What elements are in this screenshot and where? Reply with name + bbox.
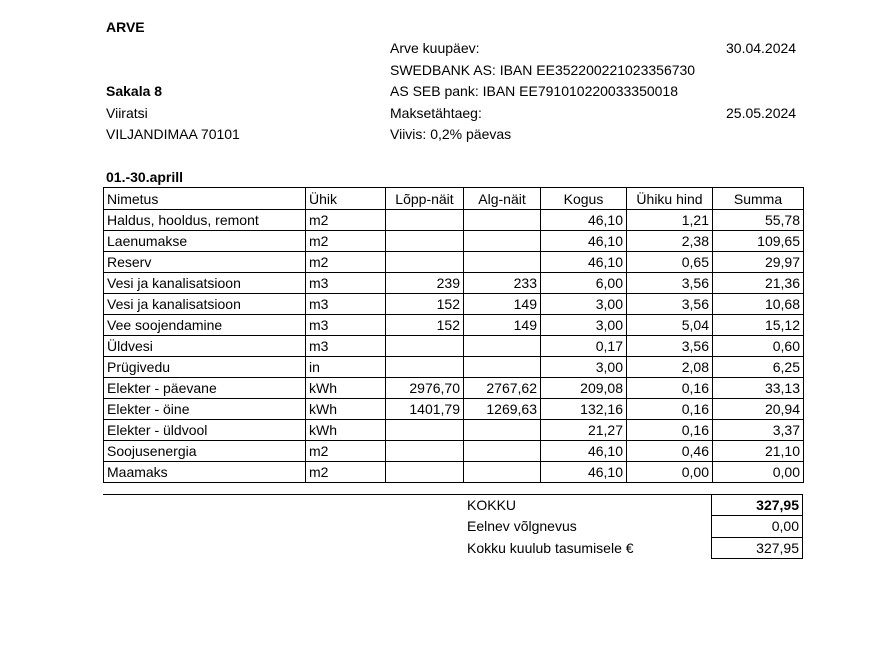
penalty-note: Viivis: 0,2% päevas bbox=[390, 126, 512, 142]
table-row bbox=[104, 315, 804, 336]
cell-end-reading: 152 bbox=[386, 294, 464, 315]
cell-sum: 33,13 bbox=[713, 378, 804, 399]
amount-payable-value: 327,95 bbox=[711, 537, 803, 559]
cell-quantity: 46,10 bbox=[541, 210, 627, 231]
recipient-village: Viiratsi bbox=[106, 105, 148, 121]
cell-name: Prügivedu bbox=[104, 357, 306, 378]
bank-account-seb: AS SEB pank: IBAN EE791010220033350018 bbox=[390, 83, 678, 99]
cell-quantity: 46,10 bbox=[541, 462, 627, 483]
cell-unit: kWh bbox=[306, 420, 386, 441]
cell-unit: in bbox=[306, 357, 386, 378]
column-header-quantity: Kogus bbox=[541, 188, 627, 210]
cell-unit-price: 2,38 bbox=[627, 231, 713, 252]
cell-name: Elekter - üldvool bbox=[104, 420, 306, 441]
cell-sum: 21,10 bbox=[713, 441, 804, 462]
column-header-name: Nimetus bbox=[104, 188, 306, 210]
cell-unit-price: 5,04 bbox=[627, 315, 713, 336]
cell-unit-price: 3,56 bbox=[627, 273, 713, 294]
cell-unit-price: 3,56 bbox=[627, 336, 713, 357]
cell-unit-price: 0,46 bbox=[627, 441, 713, 462]
cell-start-reading bbox=[464, 357, 541, 378]
cell-end-reading bbox=[386, 420, 464, 441]
cell-end-reading bbox=[386, 336, 464, 357]
cell-quantity: 6,00 bbox=[541, 273, 627, 294]
cell-name: Vesi ja kanalisatsioon bbox=[104, 273, 306, 294]
cell-end-reading: 152 bbox=[386, 315, 464, 336]
table-row bbox=[104, 231, 804, 252]
cell-unit: m3 bbox=[306, 273, 386, 294]
cell-start-reading: 233 bbox=[464, 273, 541, 294]
cell-sum: 21,36 bbox=[713, 273, 804, 294]
cell-quantity: 0,17 bbox=[541, 336, 627, 357]
cell-sum: 6,25 bbox=[713, 357, 804, 378]
cell-end-reading bbox=[386, 210, 464, 231]
cell-start-reading bbox=[464, 336, 541, 357]
cell-unit-price: 2,08 bbox=[627, 357, 713, 378]
cell-end-reading bbox=[386, 252, 464, 273]
cell-name: Elekter - öine bbox=[104, 399, 306, 420]
table-row bbox=[104, 294, 804, 315]
cell-start-reading: 2767,62 bbox=[464, 378, 541, 399]
cell-sum: 15,12 bbox=[713, 315, 804, 336]
cell-quantity: 21,27 bbox=[541, 420, 627, 441]
cell-unit: m2 bbox=[306, 441, 386, 462]
cell-name: Maamaks bbox=[104, 462, 306, 483]
cell-start-reading bbox=[464, 462, 541, 483]
cell-unit: m2 bbox=[306, 462, 386, 483]
cell-end-reading bbox=[386, 462, 464, 483]
table-row bbox=[104, 357, 804, 378]
cell-name: Soojusenergia bbox=[104, 441, 306, 462]
table-row bbox=[104, 273, 804, 294]
cell-sum: 0,60 bbox=[713, 336, 804, 357]
cell-sum: 3,37 bbox=[713, 420, 804, 441]
table-row bbox=[104, 420, 804, 441]
table-row bbox=[104, 378, 804, 399]
table-row bbox=[104, 210, 804, 231]
total-separator-line bbox=[103, 494, 803, 495]
cell-quantity: 46,10 bbox=[541, 231, 627, 252]
cell-quantity: 132,16 bbox=[541, 399, 627, 420]
cell-quantity: 46,10 bbox=[541, 441, 627, 462]
table-header-row bbox=[104, 188, 804, 210]
column-header-unit-price: Ühiku hind bbox=[627, 188, 713, 210]
cell-unit-price: 0,16 bbox=[627, 399, 713, 420]
cell-unit: kWh bbox=[306, 399, 386, 420]
cell-end-reading: 2976,70 bbox=[386, 378, 464, 399]
column-header-end-reading: Lõpp-näit bbox=[386, 188, 464, 210]
cell-unit-price: 0,16 bbox=[627, 378, 713, 399]
total-label: KOKKU bbox=[467, 497, 517, 513]
table-row bbox=[104, 441, 804, 462]
table-row bbox=[104, 399, 804, 420]
cell-quantity: 3,00 bbox=[541, 294, 627, 315]
table-row bbox=[104, 252, 804, 273]
previous-debt-label: Eelnev võlgnevus bbox=[467, 518, 577, 534]
cell-name: Vee soojendamine bbox=[104, 315, 306, 336]
column-header-start-reading: Alg-näit bbox=[464, 188, 541, 210]
cell-sum: 10,68 bbox=[713, 294, 804, 315]
cell-quantity: 3,00 bbox=[541, 315, 627, 336]
cell-name: Vesi ja kanalisatsioon bbox=[104, 294, 306, 315]
cell-unit-price: 0,65 bbox=[627, 252, 713, 273]
previous-debt-value: 0,00 bbox=[711, 516, 803, 538]
cell-sum: 20,94 bbox=[713, 399, 804, 420]
cell-end-reading bbox=[386, 357, 464, 378]
amount-payable-label: Kokku kuulub tasumisele € bbox=[467, 540, 634, 556]
cell-name: Reserv bbox=[104, 252, 306, 273]
cell-sum: 109,65 bbox=[713, 231, 804, 252]
cell-name: Elekter - päevane bbox=[104, 378, 306, 399]
cell-end-reading: 1401,79 bbox=[386, 399, 464, 420]
cell-quantity: 209,08 bbox=[541, 378, 627, 399]
invoice-items-table bbox=[103, 187, 804, 483]
table-row bbox=[104, 336, 804, 357]
billing-period: 01.-30.aprill bbox=[106, 169, 184, 185]
cell-unit: m2 bbox=[306, 210, 386, 231]
cell-start-reading: 149 bbox=[464, 315, 541, 336]
invoice-date-label: Arve kuupäev: bbox=[390, 40, 480, 56]
cell-name: Laenumakse bbox=[104, 231, 306, 252]
cell-start-reading bbox=[464, 441, 541, 462]
cell-start-reading bbox=[464, 252, 541, 273]
cell-start-reading bbox=[464, 210, 541, 231]
cell-start-reading bbox=[464, 420, 541, 441]
cell-unit-price: 1,21 bbox=[627, 210, 713, 231]
column-header-sum: Summa bbox=[713, 188, 804, 210]
cell-unit: m2 bbox=[306, 252, 386, 273]
cell-unit: m3 bbox=[306, 336, 386, 357]
cell-sum: 0,00 bbox=[713, 462, 804, 483]
cell-end-reading bbox=[386, 231, 464, 252]
cell-start-reading: 1269,63 bbox=[464, 399, 541, 420]
due-date-label: Maksetähtaeg: bbox=[390, 105, 482, 121]
cell-unit: m2 bbox=[306, 231, 386, 252]
cell-end-reading bbox=[386, 441, 464, 462]
table-row bbox=[104, 462, 804, 483]
column-header-unit: Ühik bbox=[306, 188, 386, 210]
cell-name: Üldvesi bbox=[104, 336, 306, 357]
cell-unit-price: 0,16 bbox=[627, 420, 713, 441]
cell-unit-price: 3,56 bbox=[627, 294, 713, 315]
invoice-date: 30.04.2024 bbox=[726, 40, 797, 56]
total-value: 327,95 bbox=[711, 494, 803, 516]
cell-unit: m3 bbox=[306, 315, 386, 336]
document-title: ARVE bbox=[106, 19, 145, 35]
cell-start-reading bbox=[464, 231, 541, 252]
recipient-county-zip: VILJANDIMAA 70101 bbox=[106, 126, 240, 142]
cell-end-reading: 239 bbox=[386, 273, 464, 294]
cell-sum: 29,97 bbox=[713, 252, 804, 273]
cell-sum: 55,78 bbox=[713, 210, 804, 231]
cell-name: Haldus, hooldus, remont bbox=[104, 210, 306, 231]
cell-unit: kWh bbox=[306, 378, 386, 399]
bank-account-swedbank: SWEDBANK AS: IBAN EE352200221023356730 bbox=[390, 62, 696, 78]
recipient-name: Sakala 8 bbox=[106, 83, 163, 99]
cell-unit: m3 bbox=[306, 294, 386, 315]
cell-unit-price: 0,00 bbox=[627, 462, 713, 483]
cell-quantity: 46,10 bbox=[541, 252, 627, 273]
cell-quantity: 3,00 bbox=[541, 357, 627, 378]
cell-start-reading: 149 bbox=[464, 294, 541, 315]
due-date: 25.05.2024 bbox=[726, 105, 797, 121]
